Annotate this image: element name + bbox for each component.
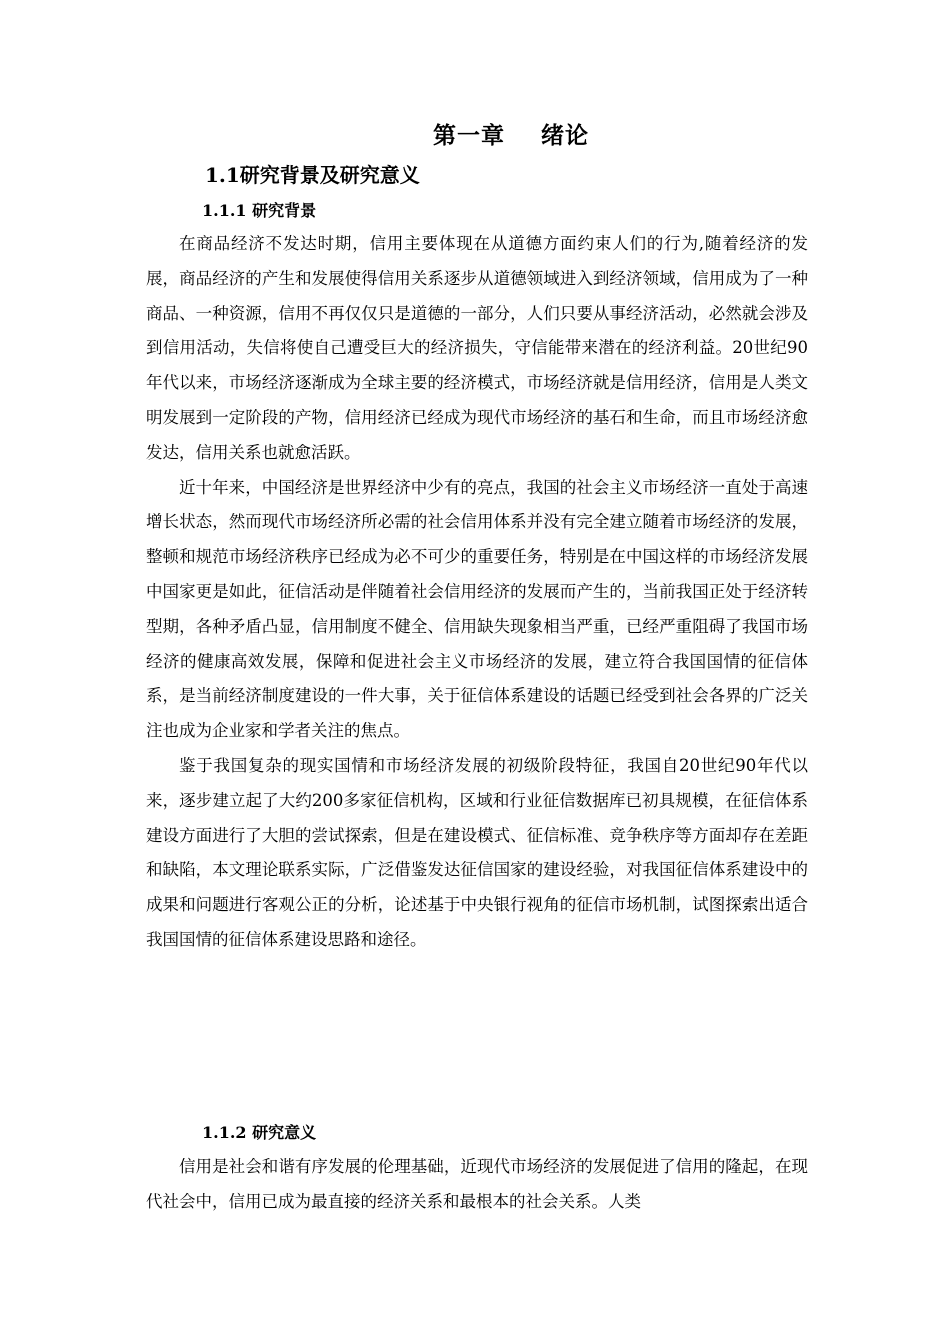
research-significance-body bbox=[146, 1150, 808, 1220]
subsection-title-research-background: 1.1.1 研究背景 bbox=[202, 201, 317, 220]
section-title: 1.1研究背景及研究意义 bbox=[205, 163, 420, 187]
paragraph: 信用是社会和谐有序发展的伦理基础，近现代市场经济的发展促进了信用的隆起，在现代社会中，信用已成为最直接的经济关系和最根本的社会关系。人类 bbox=[146, 1157, 808, 1211]
paragraph: 鉴于我国复杂的现实国情和市场经济发展的初级阶段特征，我国自20世纪90年代以来，逐步建立起了大约200多家征信机构，区域和行业征信数据库已初具规模，在征信体系建设方面进行了大胆的尝试探索，但是在建设模式、征信标准、竞争秩序等方面却存在差距和缺陷，本文理论联系实际，广泛借鉴发达征信国家的建设经验，对我国征信体系建设中的成果和问题进行客观公正的分析，论述基于中央银行视角的征信市场机制，试图探索出适合我国国情的征信体系建设思路和途径。 bbox=[146, 755, 808, 949]
paragraph: 在商品经济不发达时期，信用主要体现在从道德方面约束人们的行为,随着经济的发展，商品经济的产生和发展使得信用关系逐步从道德领域进入到经济领域，信用成为了一种商品、一种资源，信用不再仅仅只是道德的一部分，人们只要从事经济活动，必然就会涉及到信用活动，失信将使自己遭受巨大的经济损失，守信能带来潜在的经济利益。20世纪90年代以来，市场经济逐渐成为全球主要的经济模式，市场经济就是信用经济，信用是人类文明发展到一定阶段的产物，信用经济已经成为现代市场经济的基石和生命，而且市场经济愈发达，信用关系也就愈活跃。 bbox=[146, 234, 808, 462]
subsection-title-research-significance: 1.1.2 研究意义 bbox=[202, 1123, 317, 1142]
chapter-title: 第一章 绪论 bbox=[432, 122, 590, 149]
paragraph: 近十年来，中国经济是世界经济中少有的亮点，我国的社会主义市场经济一直处于高速增长状态，然而现代市场经济所必需的社会信用体系并没有完全建立随着市场经济的发展，整顿和规范市场经济秩序已经成为必不可少的重要任务，特别是在中国这样的市场经济发展中国家更是如此，征信活动是伴随着社会信用经济的发展而产生的，当前我国正处于经济转型期，各种矛盾凸显，信用制度不健全、信用缺失现象相当严重，已经严重阻碍了我国市场经济的健康高效发展，保障和促进社会主义市场经济的发展，建立符合我国国情的征信体系，是当前经济制度建设的一件大事，关于征信体系建设的话题已经受到社会各界的广泛关注也成为企业家和学者关注的焦点。 bbox=[146, 477, 808, 741]
research-background-body bbox=[146, 227, 808, 958]
